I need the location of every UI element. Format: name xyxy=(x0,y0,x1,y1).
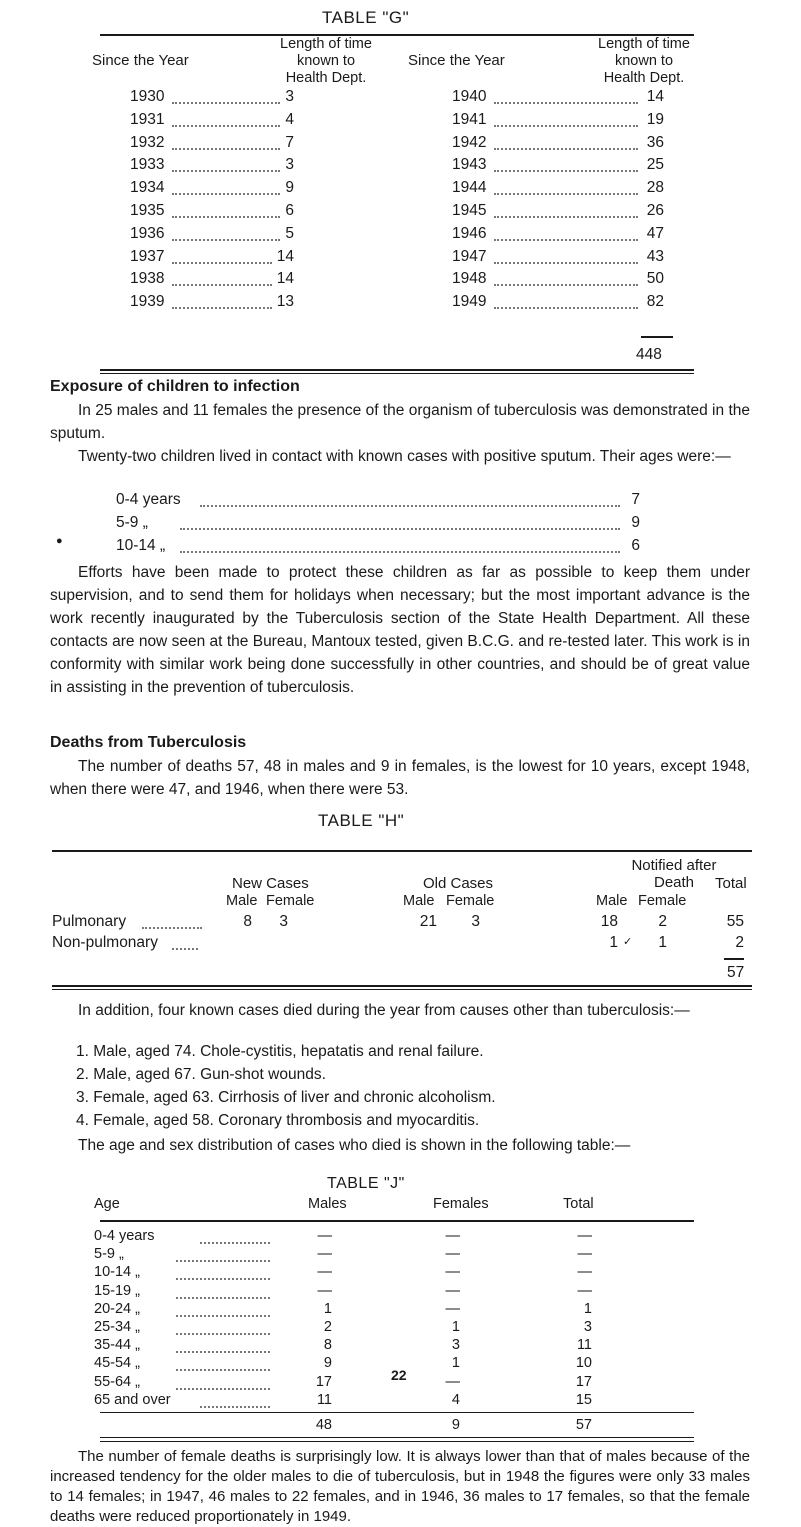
bullet-mark: ● xyxy=(56,535,63,547)
table-j-females: 4 xyxy=(451,1391,460,1408)
table-j-males: — xyxy=(317,1246,332,1263)
table-h-cell: 55 xyxy=(726,913,744,930)
table-j-age: 20-24 „ xyxy=(94,1300,140,1317)
cause-item: 1. Male, aged 74. Chole-cystitis, hepatatis and renal failure. xyxy=(76,1043,484,1060)
table-g-value: 19 xyxy=(646,110,664,128)
table-j-total: — xyxy=(577,1264,592,1281)
table-g-value: 3 xyxy=(285,156,294,174)
table-h-cell: 3 xyxy=(471,913,480,930)
table-g-title: TABLE "G" xyxy=(322,8,410,27)
table-j-total: 3 xyxy=(583,1319,592,1335)
table-j-age: 65 and over xyxy=(94,1391,171,1408)
page-number: 22 xyxy=(391,1367,407,1383)
table-h-notified-female: Female xyxy=(638,893,687,909)
dot-leader xyxy=(172,250,272,264)
table-g-year: 1946 xyxy=(452,224,487,242)
table-g-value: 82 xyxy=(646,293,664,311)
table-g-year: 1930 xyxy=(130,88,165,105)
table-j-total: 17 xyxy=(575,1373,592,1390)
table-g-year: 1948 xyxy=(452,270,487,288)
table-h-total-header: Total xyxy=(715,875,747,892)
dot-leader xyxy=(494,250,638,264)
header-line: Notified after xyxy=(631,857,717,874)
table-h-cell: 21 xyxy=(419,913,437,930)
dot-leader xyxy=(176,1357,270,1371)
dot-leader xyxy=(200,493,620,507)
cause-item: 3. Female, aged 63. Cirrhosis of liver and chronic alcoholism. xyxy=(76,1089,496,1106)
table-g-value: 14 xyxy=(276,247,294,265)
table-h-cell: 8 xyxy=(243,913,252,930)
table-j-males: 8 xyxy=(323,1337,332,1354)
header-line: known to xyxy=(296,53,356,69)
dot-leader xyxy=(494,295,638,309)
table-h-old-female: Female xyxy=(446,893,495,909)
dot-leader xyxy=(494,227,638,241)
header-line: Health Dept. xyxy=(603,70,685,86)
table-g-year: 1940 xyxy=(452,88,487,105)
table-j-age: 5-9 „ xyxy=(94,1246,124,1263)
dot-leader xyxy=(494,181,638,195)
age-count: 7 xyxy=(631,491,640,508)
other-causes-intro xyxy=(50,999,750,1022)
table-h-bottom-rule-1 xyxy=(52,985,752,987)
dot-leader xyxy=(180,539,620,553)
table-g-col-length-1 xyxy=(256,36,396,87)
table-j-total: — xyxy=(577,1228,592,1244)
dot-leader xyxy=(176,1321,270,1335)
table-j-females: 1 xyxy=(451,1319,460,1335)
table-j-total: 10 xyxy=(575,1355,592,1372)
dot-leader xyxy=(200,1394,270,1408)
exposure-para-3 xyxy=(50,561,750,699)
table-g-value: 47 xyxy=(646,224,664,242)
table-j-females: — xyxy=(445,1282,460,1299)
table-g-bottom-rule-1 xyxy=(100,369,694,371)
table-g-col-length-2 xyxy=(574,36,714,87)
table-j-col-males: Males xyxy=(308,1196,347,1212)
table-g-year: 1943 xyxy=(452,156,487,174)
paragraph: Efforts have been made to protect these children as far as possible to keep them under supervision, and to send them for holidays when necessary; but the most important advance is the work recently inaugurated by the Tuberculosis section of the State Health Department. All these contacts are now seen at the Bureau, Mantoux tested, given B.C.G. and re-tested later. This work is in conformity with similar work being done successfully in other countries, and should be of great value in assisting in the prevention of tuberculosis. xyxy=(50,564,750,696)
table-h-grand-total: 57 xyxy=(727,964,745,981)
table-h-cell: 2 xyxy=(735,934,744,951)
table-h-bottom-rule-2 xyxy=(52,989,752,990)
age-count: 6 xyxy=(631,537,640,554)
table-j-age: 25-34 „ xyxy=(94,1319,140,1335)
smudge-mark: ✓ xyxy=(623,936,633,948)
table-g-value: 36 xyxy=(646,133,664,151)
dot-leader xyxy=(172,936,198,950)
table-h-cell: 1 xyxy=(658,934,667,951)
table-j-males: 11 xyxy=(316,1391,332,1408)
dot-leader xyxy=(494,272,638,286)
table-g-year: 1947 xyxy=(452,247,487,265)
table-j-males: 1 xyxy=(323,1300,332,1317)
dot-leader xyxy=(176,1339,270,1353)
dot-leader xyxy=(494,204,638,218)
table-h-old-header: Old Cases xyxy=(423,875,494,892)
table-g-value: 6 xyxy=(285,202,294,219)
age-label: 5-9 „ xyxy=(116,514,148,531)
deaths-para xyxy=(50,755,750,801)
table-g-year: 1939 xyxy=(130,293,165,311)
table-j-total: 1 xyxy=(583,1300,592,1317)
table-g-year: 1935 xyxy=(130,202,165,219)
dot-leader xyxy=(176,1376,270,1390)
table-g-value: 50 xyxy=(646,270,664,288)
table-g-year: 1933 xyxy=(130,156,165,174)
paragraph: The number of deaths 57, 48 in males and 9 in females, is the lowest for 10 years, except 1948, when there were 47, and 1946, when there were 53. xyxy=(50,758,750,798)
table-g-year: 1945 xyxy=(452,202,487,219)
table-g-value: 14 xyxy=(646,88,664,105)
table-h-row-label: Non-pulmonary xyxy=(52,934,158,951)
dot-leader xyxy=(494,136,638,150)
header-line: known to xyxy=(614,53,674,69)
table-j-males: — xyxy=(317,1228,332,1244)
table-j-total: 15 xyxy=(575,1391,592,1408)
table-g-value: 3 xyxy=(285,88,294,105)
table-g-value: 43 xyxy=(646,247,664,265)
table-h-top-rule xyxy=(52,850,752,852)
table-h-sum-rule xyxy=(724,958,744,960)
table-h-old-male: Male xyxy=(403,893,435,909)
paragraph: Twenty-two children lived in contact with known cases with positive sputum. Their ages were:— xyxy=(78,448,731,465)
dot-leader xyxy=(176,1248,270,1262)
dot-leader xyxy=(142,915,202,929)
table-j-males: 2 xyxy=(323,1319,332,1335)
table-j-bottom-rule-1 xyxy=(100,1437,694,1439)
paragraph: The age and sex distribution of cases who died is shown in the following table:— xyxy=(78,1137,631,1154)
table-g-value: 26 xyxy=(646,202,664,219)
table-j-age: 10-14 „ xyxy=(94,1264,140,1281)
table-j-sum-rule xyxy=(100,1412,694,1413)
table-g-year: 1944 xyxy=(452,179,487,197)
table-j-males: — xyxy=(317,1264,332,1281)
cause-item: 2. Male, aged 67. Gun-shot wounds. xyxy=(76,1066,326,1083)
table-g-value: 7 xyxy=(285,133,294,151)
dot-leader xyxy=(176,1303,270,1317)
table-j-age: 15-19 „ xyxy=(94,1282,140,1299)
table-j-males: 17 xyxy=(315,1373,332,1390)
table-j-total-males: 48 xyxy=(315,1416,332,1433)
dot-leader xyxy=(494,158,638,172)
table-h-new-female: Female xyxy=(266,893,315,909)
table-j-females: 1 xyxy=(451,1355,460,1372)
table-j-females: — xyxy=(445,1228,460,1244)
table-j-col-females: Females xyxy=(433,1196,489,1212)
table-g-sum-rule xyxy=(641,336,673,338)
header-line: Length of time xyxy=(280,36,372,52)
dot-leader xyxy=(176,1285,270,1299)
table-g-year: 1936 xyxy=(130,224,165,242)
table-g-value: 9 xyxy=(285,179,294,197)
table-j-total: 11 xyxy=(576,1337,592,1354)
table-j-females: — xyxy=(445,1246,460,1263)
table-g-year: 1938 xyxy=(130,270,165,288)
table-j-age: 0-4 years xyxy=(94,1228,155,1244)
table-g-value: 5 xyxy=(285,224,294,242)
table-j-age: 35-44 „ xyxy=(94,1337,140,1354)
table-j-total-total: 57 xyxy=(575,1416,592,1433)
table-g-year: 1937 xyxy=(130,247,165,265)
table-h-new-header: New Cases xyxy=(232,875,309,892)
table-h-cell: 3 xyxy=(279,913,288,930)
table-g-col-since-2: Since the Year xyxy=(408,52,505,69)
age-label: 0-4 years xyxy=(116,491,181,508)
table-g-year: 1932 xyxy=(130,133,165,151)
dot-leader xyxy=(172,272,272,286)
table-j-females: — xyxy=(445,1300,460,1317)
dot-leader xyxy=(494,113,638,127)
table-j-bottom-rule-2 xyxy=(100,1441,694,1442)
age-sex-intro xyxy=(50,1134,750,1157)
table-h-row-label: Pulmonary xyxy=(52,913,127,930)
table-h-cell: 2 xyxy=(658,913,667,930)
header-line: Death xyxy=(653,874,695,891)
table-j-males: — xyxy=(317,1282,332,1299)
age-count: 9 xyxy=(631,514,640,531)
dot-leader xyxy=(180,516,620,530)
table-j-col-age: Age xyxy=(94,1196,120,1212)
table-g-value: 25 xyxy=(646,156,664,174)
table-j-total: — xyxy=(577,1282,592,1299)
table-g-value: 28 xyxy=(646,179,664,197)
deaths-heading: Deaths from Tuberculosis xyxy=(50,734,247,751)
dot-leader xyxy=(172,295,272,309)
table-j-females: 3 xyxy=(451,1337,460,1354)
table-j-age: 45-54 „ xyxy=(94,1355,140,1372)
table-j-males: 9 xyxy=(323,1355,332,1372)
table-g-year: 1934 xyxy=(130,179,165,197)
paragraph: In addition, four known cases died during the year from causes other than tuberculosis:— xyxy=(78,1002,690,1019)
table-j-top-rule xyxy=(100,1220,694,1222)
closing-para xyxy=(50,1447,750,1527)
table-h-title: TABLE "H" xyxy=(318,811,405,830)
age-label: 10-14 „ xyxy=(116,537,166,554)
paragraph: The number of female deaths is surprisingly low. It is always lower than that of males because of the increased tendency for the older males to die of tuberculosis, but in 1948 the figures were only 33 males to 14 females; in 1947, 46 males to 22 females, and in 1946, 36 males to 17 females, so that the female deaths were reduced proportionately in 1949. xyxy=(50,1447,750,1525)
table-j-title: TABLE "J" xyxy=(327,1175,405,1192)
table-g-value: 13 xyxy=(276,293,294,311)
exposure-para-1 xyxy=(50,399,750,445)
cause-item: 4. Female, aged 58. Coronary thrombosis and myocarditis. xyxy=(76,1112,480,1129)
table-j-total: — xyxy=(577,1246,592,1263)
table-j-total-females: 9 xyxy=(451,1416,460,1433)
table-g-bottom-rule-2 xyxy=(100,373,694,374)
table-g-year: 1931 xyxy=(130,110,165,128)
table-j-age: 55-64 „ xyxy=(94,1373,140,1390)
table-h-new-male: Male xyxy=(226,893,258,909)
table-g-value: 14 xyxy=(276,270,294,288)
table-j-females: — xyxy=(445,1373,460,1390)
exposure-para-2 xyxy=(50,445,750,468)
dot-leader xyxy=(176,1266,270,1280)
table-g-year: 1942 xyxy=(452,133,487,151)
paragraph: In 25 males and 11 females the presence of the organism of tuberculosis was demonstrated in the sputum. xyxy=(50,402,750,442)
dot-leader xyxy=(494,90,638,104)
table-g-total: 448 xyxy=(636,346,662,363)
table-g-col-since-1: Since the Year xyxy=(92,52,189,69)
table-j-females: — xyxy=(445,1264,460,1281)
dot-leader xyxy=(200,1230,270,1244)
table-h-cell: 18 xyxy=(600,913,618,930)
table-j-col-total: Total xyxy=(563,1196,594,1212)
header-line: Length of time xyxy=(598,36,690,52)
table-h-notified-male: Male xyxy=(596,893,628,909)
table-g-year: 1949 xyxy=(452,293,487,311)
exposure-heading: Exposure of children to infection xyxy=(50,378,300,395)
table-g-year: 1941 xyxy=(452,110,487,128)
table-g-value: 4 xyxy=(285,110,294,128)
table-h-cell: 1 xyxy=(609,934,618,951)
header-line: Health Dept. xyxy=(285,70,367,86)
